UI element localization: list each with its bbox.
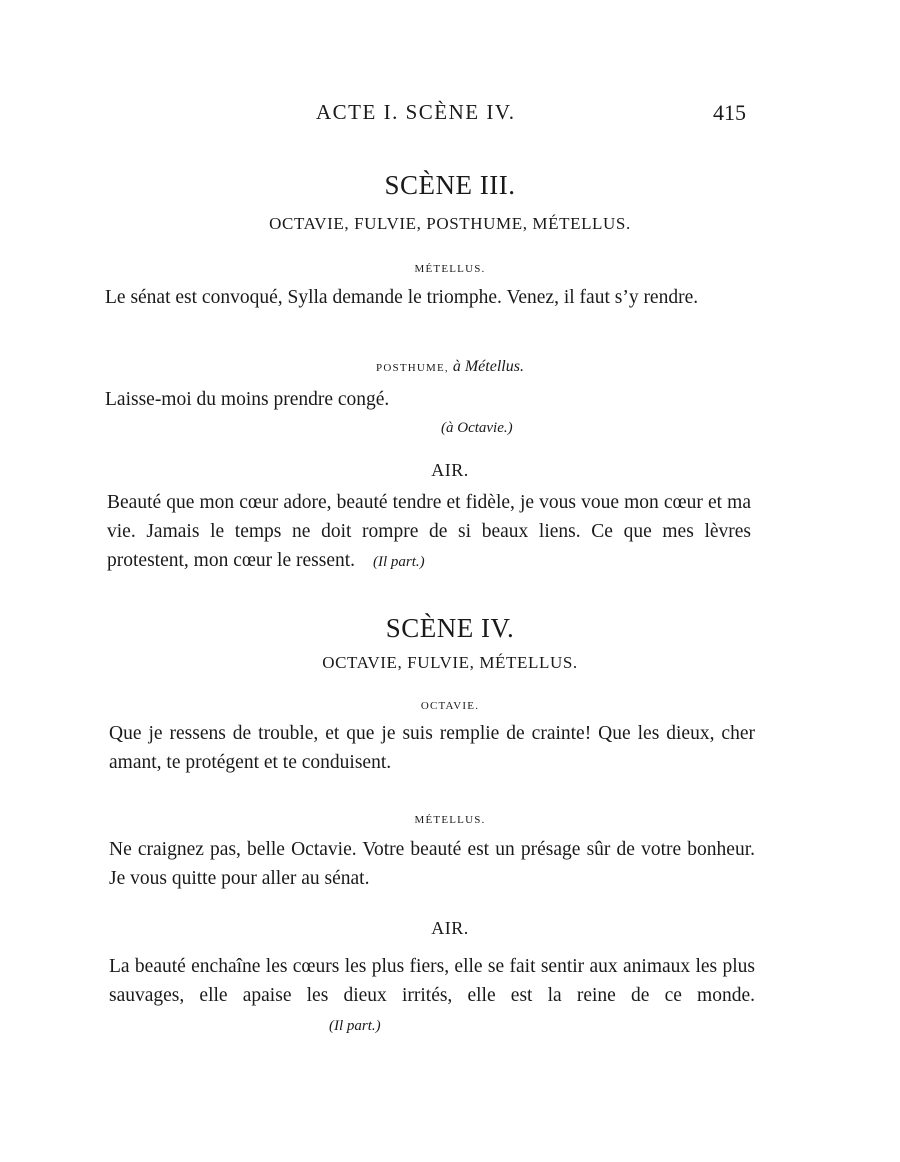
air-stage-direction: (Il part.) [329,1018,381,1034]
scene-3-speech-metellus: Le sénat est convoqué, Sylla demande le triomphe. Venez, il faut s’y rendre. [105,287,699,308]
scene-3-air-text [107,488,751,577]
scene-4-speaker-octavie: OCTAVIE. [420,700,480,712]
scene-3-speech-posthume: Laisse-moi du moins prendre congé. [105,389,390,410]
air-stage-direction: (Il part.) [373,554,425,570]
scene-4-cast: OCTAVIE, FULVIE, MÉTELLUS. [322,653,578,672]
page-number: 415 [713,100,746,125]
scene-4-air-label: AIR. [431,918,469,938]
scene-4-speech-octavie: Que je ressens de trouble, et que je suis remplie de crainte! Que les dieux, cher amant, te protégent et te conduisent. [109,723,755,773]
speaker-name: POSTHUME, [376,362,449,374]
scene-3-speaker-posthume [0,358,900,376]
scene-3-air-label: AIR. [431,460,469,480]
scene-3-stage-direction: (à Octavie.) [441,420,513,436]
scene-4-title: SCÈNE IV. [385,613,515,643]
air-text: Beauté que mon cœur adore, beauté tendre et fidèle, je vous voue mon cœur et ma vie. Jamais le temps ne doit rompre de si beaux liens. Ce que mes lèvres protestent, mon cœur le ressent. [107,492,751,571]
scene-3-cast: OCTAVIE, FULVIE, POSTHUME, MÉTELLUS. [269,214,631,233]
air-text: La beauté enchaîne les cœurs les plus fiers, elle se fait sentir aux animaux les plus sauvages, elle apaise les dieux irrités, elle est la reine de ce monde. [109,956,755,1006]
stage-direction: à Métellus. [452,358,524,375]
scene-3-title: SCÈNE III. [384,170,516,200]
scene-4-speech-metellus: Ne craignez pas, belle Octavie. Votre beauté est un présage sûr de votre bonheur. Je vous quitte pour aller au sénat. [109,839,755,889]
scene-4-speaker-metellus: MÉTELLUS. [414,814,486,826]
scene-4-air-text [109,952,755,1041]
running-head [0,100,900,130]
scene-3-speaker-metellus: MÉTELLUS. [414,263,486,275]
running-title: ACTE I. SCÈNE IV. [316,100,516,124]
